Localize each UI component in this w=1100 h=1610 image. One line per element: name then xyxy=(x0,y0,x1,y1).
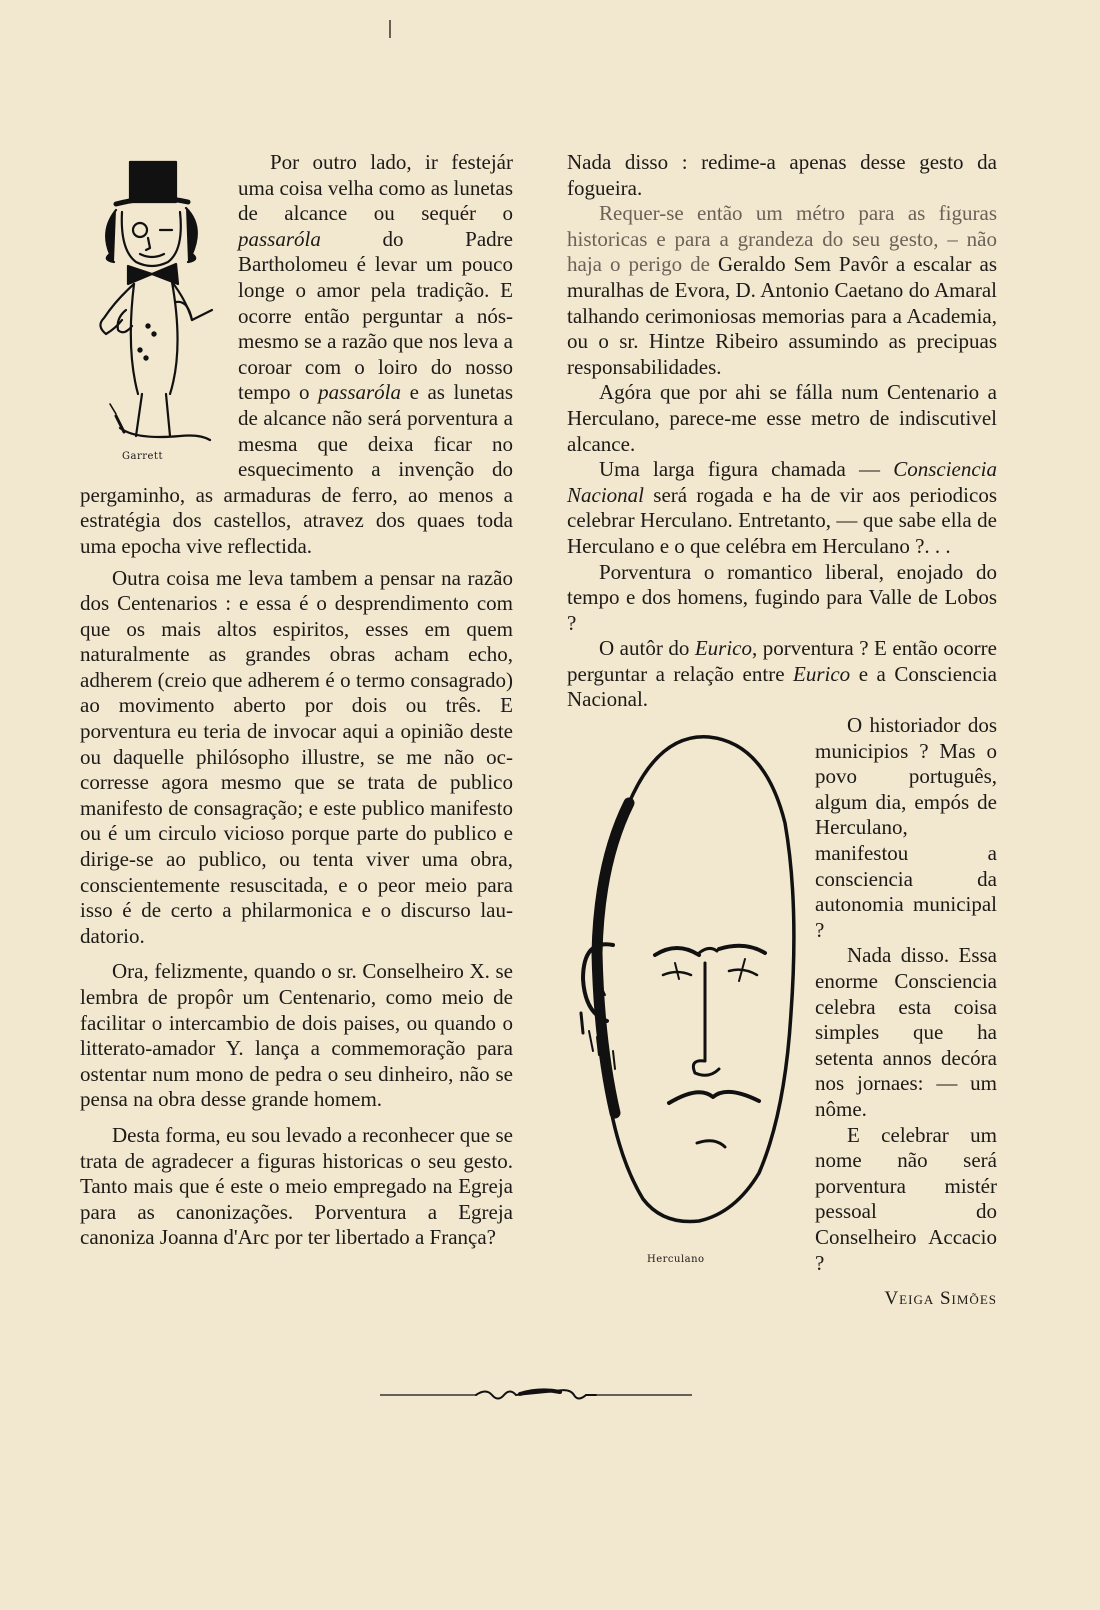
paragraph-r8: Nada disso. Essa enorme Consciencia celebra esta coisa simples que ha setenta annos decóra nos jornaes: — um nôme. xyxy=(815,943,997,1121)
p1-italic-b: passaróla xyxy=(318,380,401,405)
r4-text-b: será rogada e ha de vir aos periodicos celebrar Herculano. Entretanto, — que sabe ella de Herculano e o que celébra em Herculano ?. . . xyxy=(567,482,997,558)
garrett-drawing xyxy=(76,150,234,450)
r4-text-a: Uma larga figura chamada — xyxy=(599,457,894,482)
paragraph-r6 xyxy=(567,636,997,713)
garrett-caricature xyxy=(76,150,234,468)
r2-text-b: Geraldo Sem Pavôr a escalar as muralhas de Evora, D. Antonio Caetano do Amaral talhando cerimoniosas memorias para a Academia, ou o sr. Hintze Ribeiro assumindo as precipuas responsabilidades. xyxy=(567,252,998,379)
r6-text-c: e a Consciencia Nacional. xyxy=(567,661,997,712)
r4-italic: Consciencia Nacional xyxy=(567,457,997,507)
paragraph-r1: Nada disso : redime-a apenas desse gesto da fogueira. xyxy=(567,150,997,200)
ornament-divider xyxy=(380,1380,692,1410)
paragraph-r9: E celebrar um nome não será porventura mistér pessoal do Conselheiro Accacio ? xyxy=(815,1122,997,1275)
r6-italic-a: Eurico xyxy=(694,636,752,661)
herculano-caption: Herculano xyxy=(647,1254,705,1266)
paragraph-r2 xyxy=(567,201,997,380)
garrett-caption: Garrett xyxy=(122,451,163,462)
r6-text-a: O autôr do xyxy=(599,636,695,661)
r6-text-b: , porventura ? E então ocorre perguntar a relação entre xyxy=(567,636,997,686)
paragraph-r5: Porventura o romantico liberal, enojado do tempo e dos homens, fugindo para Valle de Lobos ? xyxy=(567,559,997,635)
p1-text-a: Por outro lado, ir festejár uma coisa velha como as lunetas de alcance ou sequér o xyxy=(238,150,513,226)
r6-italic-b: Eurico xyxy=(793,661,851,686)
r7-text: O historiador dos municipios ? Mas o povo português, algum dia, empós de Herculano, manifestou a consciencia da autonomia municipal ? xyxy=(815,713,997,942)
herculano-drawing xyxy=(559,713,809,1233)
paragraph-r4 xyxy=(567,457,997,559)
p1-text-b: do Padre Bartholomeu é levar um pouco longe o amor pela tradição. E ocorre então perguntar a nós-mesmo se a razão que nos leva a coroar com o loiro do nosso tempo o xyxy=(238,226,513,405)
left-column xyxy=(80,150,513,1251)
herculano-caricature xyxy=(559,713,809,1273)
page-mark xyxy=(388,20,392,38)
paragraph-3: Ora, felizmente, quando o sr. Conselheiro X. se lembra de propôr um Centenario, como meio de facilitar o intercambio de dois paises, ou quando o litterato-amador Y. lança a commemoração para ostentar num mono de pedra o seu dinheiro, não se pensa na obra desse grande homem. xyxy=(80,959,513,1112)
r2-text-a: Requer-se então um métro para as figuras historicas e para a grandeza do seu gesto, – não haja o perigo de xyxy=(567,201,997,277)
author-signature: Veiga Simões xyxy=(884,1288,997,1310)
paragraph-4: Desta forma, eu sou levado a reconhecer que se trata de agradecer a figuras historicas o seu gesto. Tanto mais que é este o meio empregado na Egreja para as canonizações. Porventura a Egreja canoniza Joanna d'Arc por ter libertado a França? xyxy=(80,1122,513,1250)
right-column xyxy=(567,150,997,1312)
paragraph-2: Outra coisa me leva tambem a pensar na razão dos Centenarios : e essa é o desprendimento com que os mais altos espiritos, esses em quem naturalmente as grandes obras acham echo, adherem (creio que adherem é o termo consagrado) ao movimento aberto por dois ou três. E porventura eu teria de invocar aqui a opinião deste ou daquelle philósopho illustre, se me não occorresse agora mesmo que se trata de publico manifesto de consagração; e este publico manifesto ou é um circulo vicioso porque parte do publico e dirige-se ao publico, ou tenta viver uma obra, conscientemente resuscitada, e o peor meio para isso é de certo a philarmonica e o discurso laudatorio. xyxy=(80,565,513,948)
p1-text-c: e as lunetas de alcance não será porventura a mesma que deixa ficar no esquecimento a invenção do pergaminho, as armaduras de ferro, ao menos a estratégia dos castellos, atravez dos quaes toda uma epocha vive reflectida. xyxy=(80,380,514,558)
p1-italic-a: passaróla xyxy=(238,226,321,251)
paragraph-r3: Agóra que por ahi se fálla num Centenario a Herculano, parece-me esse metro de indiscutivel alcance. xyxy=(567,380,997,456)
